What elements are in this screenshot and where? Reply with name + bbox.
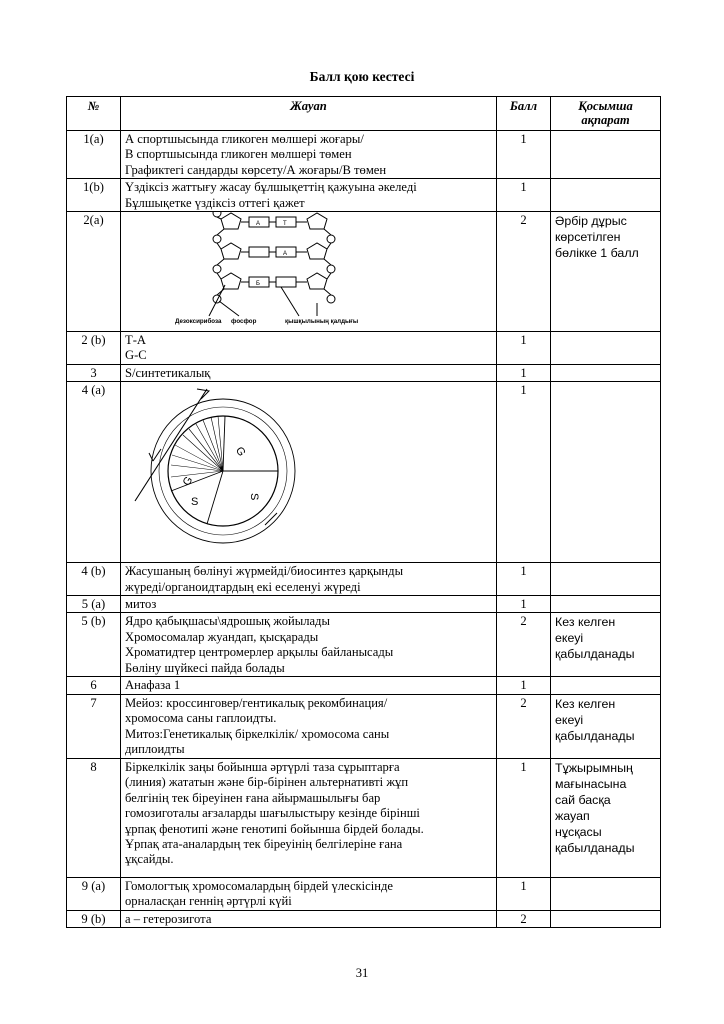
answer-cell (121, 694, 497, 758)
points-cell: 1 (497, 677, 551, 694)
answer-line: Хроматидтер центромерлер арқылы байланысады (125, 645, 394, 660)
pointer-line (209, 285, 225, 316)
extra-info-line: Әрбір дұрыс (555, 214, 627, 229)
answer-cell (121, 910, 497, 927)
base-box (249, 247, 269, 257)
answer-line: Анафаза 1 (125, 678, 181, 693)
answer-cell (121, 382, 497, 563)
row-number: 2 (b) (67, 332, 121, 365)
deoxyribose-left-2 (221, 243, 241, 259)
extra-info-line: жауап (555, 808, 590, 823)
deoxyribose-right-2 (307, 243, 327, 259)
row-number: 2(a) (67, 212, 121, 332)
answer-cell (121, 179, 497, 212)
answer-line: Біркелкілік заңы бойынша әртүрлі таза сұрыптарға (125, 759, 400, 774)
points-cell: 1 (497, 131, 551, 179)
row-number: 4 (a) (67, 382, 121, 563)
deoxyribose-left-1 (221, 213, 241, 229)
answer-line: хромосома саны гаплоидты. (125, 711, 277, 726)
points-cell: 1 (497, 364, 551, 381)
row-number: 6 (67, 677, 121, 694)
answer-line: Жасушаның бөлінуі жүрмейді/биосинтез қарқынды (125, 564, 404, 579)
answer-line: Бөліну шүйкесі пайда болады (125, 660, 285, 675)
row-number: 1(a) (67, 131, 121, 179)
cell-cycle-diagram (127, 383, 302, 558)
points-cell: 1 (497, 179, 551, 212)
row-number: 5 (b) (67, 613, 121, 677)
answer-line: (линия) жататын және бір-бірінен альтернативті жұп (125, 775, 409, 790)
extra-info-line: бөлікке 1 балл (555, 246, 639, 261)
pointer-line (219, 301, 239, 316)
answer-line: митоз (125, 597, 157, 612)
row-number: 1(b) (67, 179, 121, 212)
answer-cell (121, 364, 497, 381)
answer-cell (121, 613, 497, 677)
row-number: 3 (67, 364, 121, 381)
answer-line: белгінің тек біреуінен ғана айырмашылығы бар (125, 790, 381, 805)
base-letter: Б (256, 281, 260, 288)
points-cell: 2 (497, 910, 551, 927)
header-answer: Жауап (121, 97, 497, 131)
table-row (67, 212, 661, 332)
table-row (67, 131, 661, 179)
extra-info-line: қабылданады (555, 647, 635, 662)
answer-line: Бұлшықетке үздіксіз оттегі қажет (125, 195, 305, 210)
answer-line: гомозиготалы ағзаларды шағылыстыру кезінде бірінші (125, 806, 420, 821)
answer-line: Мейоз: кроссинговер/гентикалық рекомбинация/ (125, 695, 388, 710)
extra-info-line: қабылданады (555, 840, 635, 855)
extra-info-line: Тұжырымның (555, 760, 633, 775)
phase-label-g1: G (232, 445, 248, 459)
base-letter: А (256, 221, 261, 228)
points-cell: 1 (497, 596, 551, 613)
extra-info-cell (551, 758, 661, 877)
answer-line: жүреді/органоидтардың екі еселенуі жүреді (125, 579, 361, 594)
base-box (276, 277, 296, 287)
table-row (67, 179, 661, 212)
extra-info-line: екеуі (555, 631, 584, 646)
phosphate-right-3 (327, 295, 335, 303)
extra-info-cell (551, 563, 661, 596)
row-number: 9 (a) (67, 877, 121, 910)
phosphate-left-1 (213, 235, 221, 243)
table-row (67, 677, 661, 694)
phase-divider (207, 471, 223, 524)
answer-cell (121, 332, 497, 365)
extra-info-cell (551, 382, 661, 563)
header-extra-line: ақпарат (581, 113, 630, 127)
answer-cell (121, 563, 497, 596)
phosphate-left-2 (213, 265, 221, 273)
extra-info-line: Кез келген (555, 615, 616, 630)
points-cell: 2 (497, 212, 551, 332)
score-table (66, 96, 661, 928)
extra-info-cell (551, 364, 661, 381)
extra-info-line: Кез келген (555, 696, 616, 711)
extra-info-cell (551, 212, 661, 332)
extra-info-cell (551, 179, 661, 212)
table-row (67, 613, 661, 677)
pointer-line (281, 287, 299, 316)
table-row (67, 877, 661, 910)
answer-line: Үздіксіз жаттығу жасау бұлшықеттің қажуына әкеледі (125, 180, 417, 195)
points-cell: 2 (497, 694, 551, 758)
row-number: 4 (b) (67, 563, 121, 596)
diagonal-line (135, 389, 207, 501)
points-cell: 1 (497, 563, 551, 596)
header-extra-line: Қосымша (578, 99, 633, 113)
phase-label-s1: S (248, 493, 260, 501)
table-row (67, 364, 661, 381)
page-title: Балл қою кестесі (309, 69, 415, 84)
extra-info-cell (551, 613, 661, 677)
label-phosphate: фосфор (231, 318, 257, 326)
answer-cell (121, 758, 497, 877)
answer-line: Ұрпақ ата-аналардың тек біреуінің белгілеріне ғана (125, 836, 403, 851)
deoxyribose-right-1 (307, 213, 327, 229)
answer-line: S/синтетикалық (125, 365, 211, 380)
answer-line: Митоз:Генетикалық біркелкілік/ хромосома саны (125, 726, 390, 741)
row-number: 7 (67, 694, 121, 758)
table-row (67, 694, 661, 758)
header-points: Балл (497, 97, 551, 131)
answer-cell (121, 596, 497, 613)
table-row (67, 596, 661, 613)
phosphate-right-1 (327, 235, 335, 243)
row-number: 5 (a) (67, 596, 121, 613)
table-row (67, 910, 661, 927)
row-number: 8 (67, 758, 121, 877)
extra-info-line: қабылданады (555, 728, 635, 743)
answer-line: а – гетерозигота (125, 911, 212, 926)
answer-line: Гомологтық хромосомалардың бірдей үлескісінде (125, 878, 393, 893)
base-letter: Т (283, 221, 287, 228)
deoxyribose-right-3 (307, 273, 327, 289)
points-cell: 2 (497, 613, 551, 677)
dna-structure-diagram (169, 211, 369, 329)
extra-info-cell (551, 332, 661, 365)
page-number: 31 (355, 966, 369, 980)
header-num: № (67, 97, 121, 131)
base-letter: А (283, 251, 288, 258)
extra-info-cell (551, 131, 661, 179)
answer-line: G-C (125, 348, 147, 363)
answer-line: орналасқан геннің әртүрлі күйі (125, 894, 292, 909)
answer-line: ұқсайды. (125, 852, 174, 867)
answer-line: Графиктегі сандарды көрсету/А жоғары/В төмен (125, 162, 387, 177)
table-row (67, 758, 661, 877)
points-cell: 1 (497, 332, 551, 365)
extra-info-cell (551, 677, 661, 694)
extra-info-cell (551, 694, 661, 758)
answer-cell (121, 877, 497, 910)
phase-label-g2: G (180, 474, 196, 489)
extra-info-cell (551, 910, 661, 927)
extra-info-line: нұсқасы (555, 824, 602, 839)
answer-line: Хромосомалар жуандап, қысқарады (125, 629, 319, 644)
table-row (67, 563, 661, 596)
extra-info-line: мағынасына (555, 776, 627, 791)
answer-line: В спортшысында гликоген мөлшері төмен (125, 147, 352, 162)
phosphate-right-2 (327, 265, 335, 273)
table-row (67, 382, 661, 563)
extra-info-line: көрсетілген (555, 230, 621, 245)
points-cell: 1 (497, 877, 551, 910)
extra-info-line: сай басқа (555, 792, 611, 807)
extra-info-cell (551, 877, 661, 910)
points-cell: 1 (497, 382, 551, 563)
answer-line: Т-А (125, 333, 146, 348)
phase-divider (223, 416, 225, 471)
row-number: 9 (b) (67, 910, 121, 927)
extra-info-line: екеуі (555, 712, 584, 727)
phosphate-left-0 (213, 211, 221, 217)
answer-cell (121, 212, 497, 332)
table-row (67, 332, 661, 365)
answer-line: Ядро қабықшасы\ядрошық жойылады (125, 614, 330, 629)
answer-line: А спортшысында гликоген мөлшері жоғары/ (125, 132, 364, 146)
header-row (67, 97, 661, 131)
points-cell: 1 (497, 758, 551, 877)
label-acid-residue: қышқылының қалдығы (285, 318, 359, 326)
answer-cell (121, 677, 497, 694)
extra-info-cell (551, 596, 661, 613)
answer-cell (121, 131, 497, 179)
label-deoxyribose: Дезоксирибоза (175, 318, 222, 326)
answer-line: ұрпақ фенотипі және генотипі бойынша бірдей болады. (125, 821, 424, 836)
answer-line: диплоидты (125, 742, 185, 757)
header-extra (551, 97, 661, 131)
phase-label-s2: S (191, 496, 199, 509)
